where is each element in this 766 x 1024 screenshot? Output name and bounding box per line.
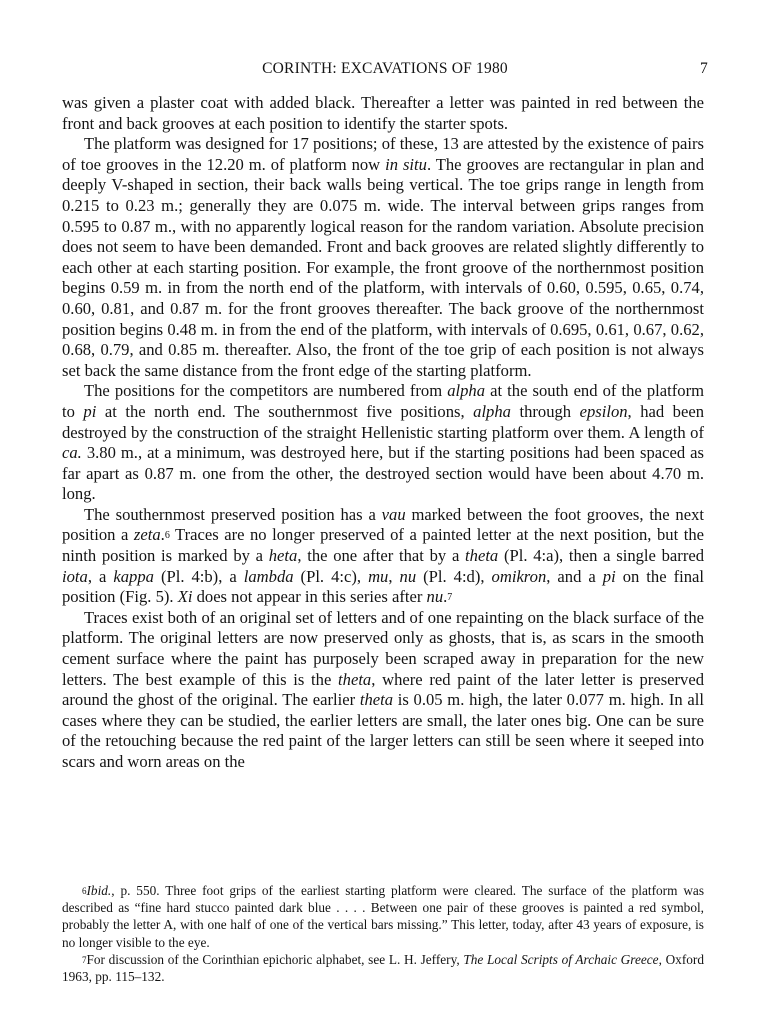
text: , p. 550. Three foot grips of the earliest starting platform were cleared. The surface of the platform was described as “fine hard stucco painted dark blue . . . . Between one pair of these grooves is painted a red symbol, probably the letter A, with one half of one of the vertical bars missing.” This letter, today, after 43 years of exposure, is no longer visible to the eye. xyxy=(62,883,704,950)
italic-term: kappa xyxy=(113,566,154,586)
italic-term: alpha xyxy=(473,401,511,421)
text: The platform was designed for 17 positions; of these, 13 are attested by the existence of pairs of toe grooves in the 12.20 m. of platform now xyxy=(62,134,704,174)
italic-term: Ibid. xyxy=(86,883,112,898)
italic-term: lambda xyxy=(243,566,294,586)
text: , a xyxy=(87,566,114,586)
text: , had been destroyed by the construction of the straight Hellenistic starting platform over them. A length of xyxy=(62,401,705,442)
italic-term: theta xyxy=(338,669,372,689)
book-title: The Local Scripts of Archaic Greece xyxy=(463,951,659,967)
paragraph-4 xyxy=(62,505,704,608)
text: For discussion of the Corinthian epichoric alphabet, see L. H. Jeffery, xyxy=(86,951,464,967)
italic-term: epsilon xyxy=(579,401,628,421)
italic-term: nu xyxy=(426,587,444,607)
italic-term: omikron xyxy=(491,566,547,586)
text: The positions for the competitors are numbered from xyxy=(84,381,448,401)
text: was given a plaster coat with added black. Thereafter a letter was painted in red between the front and back grooves at each position to identify the starter spots. xyxy=(62,93,704,133)
text: at the south end of the platform to xyxy=(62,381,705,421)
footnote-ref-7[interactable]: 7 xyxy=(447,592,453,604)
text: . The grooves are rectangular in plan and deeply V-shaped in section, their back walls being vertical. The toe grips range in length from 0.215 to 0.23 m.; generally they are 0.075 m. wide. The interval between grips ranges from 0.595 to 0.87 m., with no apparently logical reason for the random variation. Absolute precision does not seem to have been demanded. Front and back grooves are related slightly differently to each other at each starting position. For example, the front groove of the northernmost position begins 0.59 m. in from the north end of the platform, with intervals of 0.60, 0.595, 0.65, 0.74, 0.60, 0.81, and 0.87 m. for the front grooves thereafter. The back groove of the northernmost position begins 0.48 m. in from the end of the platform, with intervals of 0.695, 0.61, 0.67, 0.62, 0.68, 0.79, and 0.85 m. thereafter. Also, the front of the toe grip of each position is not always set back the same distance from the front edge of the starting platform. xyxy=(62,154,704,380)
text: on the final position (Fig. 5). xyxy=(62,566,705,607)
page-number: 7 xyxy=(700,60,708,77)
italic-term: zeta xyxy=(133,525,161,545)
italic-term: theta xyxy=(359,690,394,710)
footnote-7 xyxy=(62,951,704,985)
paragraph-5 xyxy=(62,608,704,773)
text: , where red paint of the later letter is preserved around the ghost of the original. The earlier xyxy=(62,669,704,710)
italic-term: pi xyxy=(602,566,616,586)
text: , Oxford 1963, pp. 115–132. xyxy=(62,951,704,985)
text: at the north end. The southernmost five positions, xyxy=(96,401,474,421)
footnote-number: 7 xyxy=(82,954,87,965)
paragraph-2 xyxy=(62,134,704,381)
italic-term: Xi xyxy=(177,587,193,607)
italic-term: mu xyxy=(368,566,389,586)
text: (Pl. 4:d), xyxy=(416,566,492,586)
italic-term: vau xyxy=(381,504,406,524)
text: through xyxy=(510,401,580,421)
page-header xyxy=(62,60,708,82)
italic-term: alpha xyxy=(447,381,486,401)
footnote-number: 6 xyxy=(82,886,87,896)
text: The southernmost preserved position has a xyxy=(84,504,382,524)
italic-term: theta xyxy=(465,546,499,566)
text: . xyxy=(160,525,165,545)
paragraph-1 xyxy=(62,93,704,134)
italic-term: pi xyxy=(83,401,97,421)
paragraph-3 xyxy=(62,381,704,505)
italic-term: ca. xyxy=(62,443,82,463)
footnote-6 xyxy=(62,882,704,951)
text: , and a xyxy=(546,566,603,586)
italic-term: nu xyxy=(399,566,417,586)
text: (Pl. 4:a), then a single barred xyxy=(498,546,705,566)
footnote-ref-6[interactable]: 6 xyxy=(164,530,170,542)
footnotes xyxy=(62,882,704,985)
text: 3.80 m., at a minimum, was destroyed here, but if the starting positions had been spaced as far apart as 0.87 m. one from the other, the destroyed section would have been about 4.70 m. long. xyxy=(62,443,704,504)
text: (Pl. 4:c), xyxy=(293,566,369,586)
text: is 0.05 m. high, the later 0.077 m. high. In all cases where they can be studied, the earlier letters are small, the later ones big. One can be sure of the retouching because the red paint of the larger letters can still be seen where it seeped into scars and worn areas on the xyxy=(62,690,704,771)
italic-term: in situ xyxy=(385,154,427,174)
main-text xyxy=(62,93,704,773)
italic-term: iota xyxy=(62,566,88,586)
text: Traces are no longer preserved of a painted letter at the next position, but the ninth position is marked by a xyxy=(62,525,704,566)
running-head: CORINTH: EXCAVATIONS OF 1980 xyxy=(262,60,508,77)
italic-term: heta xyxy=(268,546,298,566)
text: . xyxy=(443,587,448,607)
text: (Pl. 4:b), a xyxy=(153,566,244,586)
text: marked between the foot grooves, the next position a xyxy=(62,504,704,545)
text: , xyxy=(388,566,400,586)
text: does not appear in this series after xyxy=(192,587,427,607)
text: Traces exist both of an original set of letters and of one repainting on the black surface of the platform. The original letters are now preserved only as ghosts, that is, as scars in the smooth cement surface where the paint has purposely been scraped away in preparation for the new letters. The best example of this is the xyxy=(62,607,704,689)
text: , the one after that by a xyxy=(297,546,466,566)
